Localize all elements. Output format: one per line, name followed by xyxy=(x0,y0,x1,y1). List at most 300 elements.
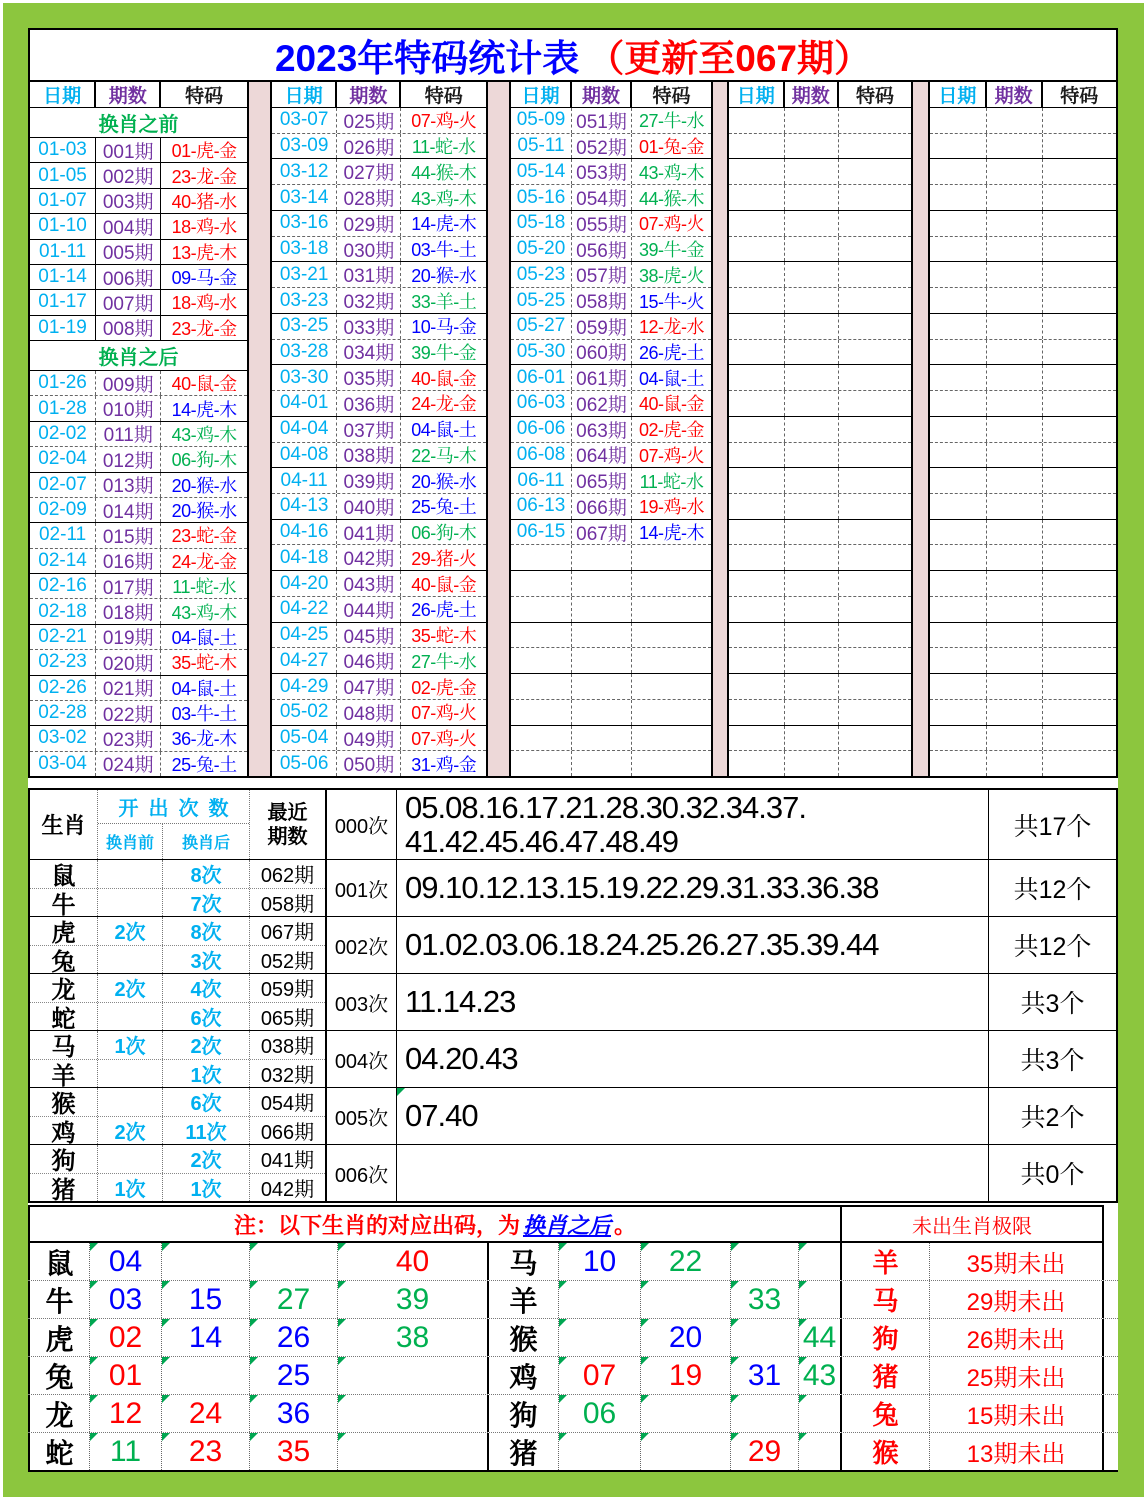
date-cell xyxy=(511,545,572,570)
code-cell xyxy=(839,545,911,570)
date-cell xyxy=(930,648,987,673)
draw-row xyxy=(272,468,486,494)
period-cell: 038期 xyxy=(337,443,401,468)
code-cell xyxy=(632,751,711,776)
empty-row xyxy=(930,468,1116,494)
code-cell: 26-虎-土 xyxy=(638,342,704,363)
before-count-cell xyxy=(98,860,163,888)
date-cell xyxy=(729,623,785,648)
empty-row xyxy=(511,623,711,649)
date-cell: 01-11 xyxy=(30,240,96,264)
draw-row xyxy=(272,597,486,623)
draw-row xyxy=(272,520,486,546)
after-count-cell: 4次 xyxy=(163,974,250,1002)
date-cell xyxy=(930,237,987,262)
code-cell xyxy=(839,700,911,725)
period-cell: 060期 xyxy=(572,340,632,365)
zodiac-cell: 狗 xyxy=(30,1145,98,1173)
code-number-cell xyxy=(162,1357,250,1394)
period-cell xyxy=(987,468,1043,493)
date-cell: 05-09 xyxy=(511,108,572,133)
code-number-cell: 02 xyxy=(90,1319,162,1356)
code-cell: 15-牛-火 xyxy=(638,291,704,312)
draw-row xyxy=(272,211,486,237)
period-cell xyxy=(987,108,1043,133)
after-count-cell: 6次 xyxy=(163,1003,250,1031)
code-cell xyxy=(1043,494,1116,519)
draw-row xyxy=(30,498,247,523)
freq-total-cell: 共0个 xyxy=(988,1145,1116,1201)
empty-row xyxy=(930,571,1116,597)
date-cell xyxy=(729,262,785,287)
period-cell: 033期 xyxy=(337,314,401,339)
draw-row xyxy=(30,265,247,290)
period-cell: 035期 xyxy=(337,365,401,390)
period-cell: 058期 xyxy=(572,288,632,313)
code-header: 特码 xyxy=(1060,86,1099,107)
code-number-cell: 06 xyxy=(559,1395,641,1432)
date-cell xyxy=(511,648,572,673)
before-count-cell xyxy=(98,1003,163,1031)
code-cell: 23-蛇-金 xyxy=(171,526,237,547)
column-headers xyxy=(272,82,486,108)
recent-period-cell: 038期 xyxy=(260,1036,315,1059)
period-cell xyxy=(987,494,1043,519)
code-cell xyxy=(1043,211,1116,236)
limit-zodiac-cell: 马 xyxy=(842,1281,930,1318)
period-cell xyxy=(987,159,1043,184)
period-cell: 013期 xyxy=(96,473,161,497)
section-row: 换肖之后 xyxy=(30,341,247,371)
period-cell: 015期 xyxy=(96,523,161,547)
period-cell: 059期 xyxy=(572,314,632,339)
frequency-table xyxy=(327,790,1116,1201)
code-number-cell: 44 xyxy=(799,1319,842,1356)
draw-row xyxy=(511,134,711,160)
note-prefix: 注：以下生肖的对应出码，为 xyxy=(233,1212,520,1238)
period-cell xyxy=(785,185,840,210)
draw-row xyxy=(30,396,247,421)
date-cell xyxy=(729,391,785,416)
zodiac-cell: 猴 xyxy=(30,1088,98,1116)
date-cell: 04-25 xyxy=(272,623,337,648)
code-number-cell xyxy=(799,1395,842,1432)
date-cell: 02-04 xyxy=(30,447,96,471)
period-cell xyxy=(987,648,1043,673)
code-cell: 04-鼠-土 xyxy=(638,368,704,389)
freq-numbers-cell xyxy=(397,917,988,973)
empty-row xyxy=(930,108,1116,134)
period-cell: 021期 xyxy=(96,676,161,700)
period-cell xyxy=(987,571,1043,596)
period-group-5 xyxy=(928,82,1116,776)
limit-zodiac-cell: 羊 xyxy=(842,1243,930,1280)
period-cell xyxy=(572,674,632,699)
date-cell: 04-22 xyxy=(272,597,337,622)
code-number-cell: 11 xyxy=(90,1433,162,1470)
period-cell: 048期 xyxy=(337,700,401,725)
before-count-cell xyxy=(98,1145,163,1173)
code-cell xyxy=(1043,751,1116,776)
freq-numbers-line: 41.42.45.46.47.48.49 xyxy=(405,823,679,859)
recent-period-cell: 066期 xyxy=(260,1121,315,1144)
code-cell: 04-鼠-土 xyxy=(171,627,237,648)
code-cell xyxy=(1043,314,1116,339)
period-cell: 007期 xyxy=(96,290,161,314)
draw-row xyxy=(272,159,486,185)
draw-row xyxy=(30,422,247,447)
period-cell: 014期 xyxy=(96,498,161,522)
period-cell xyxy=(785,108,840,133)
empty-row xyxy=(930,288,1116,314)
code-cell xyxy=(632,726,711,751)
code-cell xyxy=(839,674,911,699)
group-gap xyxy=(249,82,270,776)
freq-numbers-cell xyxy=(397,1088,988,1144)
period-group-3 xyxy=(509,82,713,776)
code-number-cell: 25 xyxy=(250,1357,338,1394)
zodiac-cell: 鼠 xyxy=(30,860,98,888)
draw-row xyxy=(272,417,486,443)
freq-label-cell: 003次 xyxy=(327,974,397,1030)
after-count-cell: 8次 xyxy=(163,917,250,945)
row-zodiac-cell: 羊 xyxy=(489,1281,559,1318)
period-cell xyxy=(785,443,840,468)
period-cell: 022期 xyxy=(96,701,161,725)
special-code-table xyxy=(28,28,1118,778)
empty-row xyxy=(511,726,711,752)
after-count-cell: 2次 xyxy=(163,1145,250,1173)
date-cell: 03-12 xyxy=(272,159,337,184)
date-cell: 03-07 xyxy=(272,108,337,133)
code-number-cell xyxy=(641,1395,731,1432)
draw-row xyxy=(30,650,247,675)
date-cell xyxy=(930,443,987,468)
date-cell: 02-16 xyxy=(30,574,96,598)
period-cell xyxy=(987,340,1043,365)
period-group-4 xyxy=(727,82,913,776)
empty-row xyxy=(930,520,1116,546)
date-cell: 04-13 xyxy=(272,494,337,519)
code-cell xyxy=(632,700,711,725)
recent-period-cell: 059期 xyxy=(260,979,315,1002)
recent-period-cell: 054期 xyxy=(260,1093,315,1116)
date-cell: 03-30 xyxy=(272,365,337,390)
limit-text-cell: 35期未出 xyxy=(930,1243,1104,1280)
note-emphasis: 换肖之后 xyxy=(522,1212,611,1238)
period-cell xyxy=(987,674,1043,699)
code-number-cell xyxy=(731,1243,799,1280)
code-cell xyxy=(1043,648,1116,673)
code-cell: 02-虎-金 xyxy=(638,420,704,441)
empty-row xyxy=(729,648,911,674)
code-cell xyxy=(839,365,911,390)
row-zodiac-cell: 猴 xyxy=(489,1319,559,1356)
draw-row xyxy=(30,726,247,751)
date-cell xyxy=(930,391,987,416)
code-cell: 14-虎-木 xyxy=(638,523,704,544)
code-cell: 06-狗-木 xyxy=(411,523,477,544)
recent-period-cell: 062期 xyxy=(260,865,315,888)
before-count-cell xyxy=(98,1088,163,1116)
code-number-cell xyxy=(731,1395,799,1432)
code-cell: 14-虎-木 xyxy=(171,399,237,420)
empty-row xyxy=(729,391,911,417)
period-cell xyxy=(785,726,840,751)
freq-label-cell: 006次 xyxy=(327,1145,397,1201)
period-cell xyxy=(987,314,1043,339)
draw-row xyxy=(511,520,711,546)
empty-row xyxy=(729,468,911,494)
draw-row xyxy=(272,443,486,469)
zodiac-cell: 马 xyxy=(30,1031,98,1059)
after-count-cell: 11次 xyxy=(163,1117,250,1145)
code-number-cell: 36 xyxy=(250,1395,338,1432)
empty-row xyxy=(729,134,911,160)
freq-numbers-line: 07.40 xyxy=(405,1098,478,1133)
draw-row xyxy=(30,701,247,726)
period-header: 期数 xyxy=(96,82,161,107)
code-cell: 12-龙-水 xyxy=(638,317,704,338)
period-header: 期数 xyxy=(987,82,1043,107)
empty-row xyxy=(930,623,1116,649)
empty-row xyxy=(729,159,911,185)
code-number-cell xyxy=(338,1433,489,1470)
draw-row xyxy=(511,185,711,211)
date-cell: 03-28 xyxy=(272,340,337,365)
limit-zodiac-cell: 猪 xyxy=(842,1357,930,1394)
code-cell: 44-猴-木 xyxy=(411,162,477,183)
row-zodiac-cell: 虎 xyxy=(28,1319,90,1356)
draw-row xyxy=(272,674,486,700)
period-cell: 008期 xyxy=(96,316,161,340)
code-cell: 38-虎-火 xyxy=(638,265,704,286)
frequency-row xyxy=(327,974,1116,1031)
draw-row xyxy=(272,314,486,340)
draw-row xyxy=(30,752,247,776)
code-cell xyxy=(1043,571,1116,596)
draw-row xyxy=(511,443,711,469)
period-cell xyxy=(785,288,840,313)
period-header: 期数 xyxy=(785,82,840,107)
date-cell: 05-02 xyxy=(272,700,337,725)
code-number-cell: 14 xyxy=(162,1319,250,1356)
code-cell: 29-猪-火 xyxy=(411,548,477,569)
period-cell: 043期 xyxy=(337,571,401,596)
period-cell: 066期 xyxy=(572,494,632,519)
draw-row xyxy=(30,214,247,239)
code-number-cell: 38 xyxy=(338,1319,489,1356)
before-count-cell: 2次 xyxy=(98,974,163,1002)
code-cell: 18-鸡-水 xyxy=(171,217,237,238)
period-cell xyxy=(785,648,840,673)
draw-row xyxy=(30,676,247,701)
code-cell: 39-牛-金 xyxy=(638,240,704,261)
period-cell: 005期 xyxy=(96,240,161,264)
code-cell: 35-蛇-木 xyxy=(411,626,477,647)
date-cell xyxy=(930,211,987,236)
code-cell: 20-猴-水 xyxy=(171,501,237,522)
code-header: 特码 xyxy=(652,86,691,107)
date-cell: 04-20 xyxy=(272,571,337,596)
period-cell xyxy=(785,237,840,262)
date-cell: 04-04 xyxy=(272,417,337,442)
zodiac-cell: 龙 xyxy=(30,974,98,1002)
date-cell xyxy=(729,443,785,468)
code-cell xyxy=(1043,623,1116,648)
date-header: 日期 xyxy=(729,82,785,107)
date-cell: 03-25 xyxy=(272,314,337,339)
date-cell xyxy=(511,597,572,622)
date-cell xyxy=(729,597,785,622)
code-number-cell: 03 xyxy=(90,1281,162,1318)
period-cell xyxy=(785,365,840,390)
draw-row xyxy=(30,290,247,315)
period-cell: 034期 xyxy=(337,340,401,365)
freq-numbers-line: 09.10.12.13.15.19.22.29.31.33.36.38 xyxy=(405,870,879,905)
code-number-cell: 29 xyxy=(731,1433,799,1470)
code-number-cell: 22 xyxy=(641,1243,731,1280)
period-cell: 020期 xyxy=(96,650,161,674)
date-cell: 02-21 xyxy=(30,625,96,649)
period-cell: 027期 xyxy=(337,159,401,184)
code-cell xyxy=(632,674,711,699)
spacer xyxy=(1104,1395,1118,1432)
code-cell: 14-虎-木 xyxy=(411,214,477,235)
spacer xyxy=(1104,1243,1118,1280)
after-count-cell: 1次 xyxy=(163,1174,250,1202)
code-cell: 23-龙-金 xyxy=(171,166,237,187)
code-cell: 07-鸡-火 xyxy=(411,729,477,749)
date-cell xyxy=(930,365,987,390)
period-cell xyxy=(785,391,840,416)
period-cell: 026期 xyxy=(337,134,401,159)
empty-row xyxy=(511,648,711,674)
period-cell: 062期 xyxy=(572,391,632,416)
row-zodiac-cell: 马 xyxy=(489,1243,559,1280)
code-number-cell: 23 xyxy=(162,1433,250,1470)
date-cell: 01-14 xyxy=(30,265,96,289)
date-cell xyxy=(729,134,785,159)
draw-row xyxy=(30,574,247,599)
period-cell: 049期 xyxy=(337,726,401,751)
draw-row xyxy=(272,134,486,160)
code-number-cell xyxy=(162,1243,250,1280)
period-cell xyxy=(572,571,632,596)
freq-numbers-cell xyxy=(397,790,988,859)
draw-row xyxy=(272,391,486,417)
row-zodiac-cell: 鼠 xyxy=(28,1243,90,1280)
after-count-cell: 3次 xyxy=(163,946,250,974)
draw-count-header: 开出次数 xyxy=(98,790,249,824)
code-cell xyxy=(1043,365,1116,390)
period-cell xyxy=(785,700,840,725)
empty-row xyxy=(729,571,911,597)
date-cell xyxy=(930,674,987,699)
freq-label-cell: 002次 xyxy=(327,917,397,973)
code-cell: 02-虎-金 xyxy=(411,677,477,698)
code-cell xyxy=(632,571,711,596)
period-cell: 056期 xyxy=(572,237,632,262)
draw-row xyxy=(272,365,486,391)
date-cell: 04-01 xyxy=(272,391,337,416)
code-cell: 43-鸡-木 xyxy=(638,162,704,183)
code-cell xyxy=(1043,700,1116,725)
freq-label-cell: 005次 xyxy=(327,1088,397,1144)
date-cell: 05-16 xyxy=(511,185,572,210)
code-number-cell xyxy=(559,1281,641,1318)
code-cell xyxy=(839,520,911,545)
code-cell xyxy=(839,211,911,236)
period-cell: 002期 xyxy=(96,163,161,187)
draw-row xyxy=(272,751,486,776)
draw-row xyxy=(30,599,247,624)
period-cell: 042期 xyxy=(337,545,401,570)
date-cell xyxy=(729,185,785,210)
freq-numbers-line: 04.20.43 xyxy=(405,1041,518,1076)
code-cell: 07-鸡-火 xyxy=(638,214,704,235)
empty-row xyxy=(729,494,911,520)
limit-zodiac-cell: 兔 xyxy=(842,1395,930,1432)
period-cell: 023期 xyxy=(96,726,161,750)
note-suffix: 。 xyxy=(614,1212,637,1238)
code-cell: 44-猴-木 xyxy=(638,188,704,209)
after-count-cell: 1次 xyxy=(163,1060,250,1088)
period-cell xyxy=(987,597,1043,622)
page-title xyxy=(30,30,1116,82)
empty-row xyxy=(729,288,911,314)
period-cell: 053期 xyxy=(572,159,632,184)
code-cell xyxy=(839,443,911,468)
column-headers xyxy=(511,82,711,108)
date-cell xyxy=(729,545,785,570)
code-cell: 03-牛-土 xyxy=(411,240,477,261)
period-cell: 004期 xyxy=(96,214,161,238)
draw-row xyxy=(30,138,247,163)
date-cell: 05-06 xyxy=(272,751,337,776)
code-cell: 43-鸡-木 xyxy=(411,188,477,209)
date-cell xyxy=(729,417,785,442)
date-cell xyxy=(729,520,785,545)
code-cell xyxy=(632,648,711,673)
date-cell: 03-04 xyxy=(30,752,96,776)
date-header: 日期 xyxy=(30,82,96,107)
section-row: 换肖之前 xyxy=(30,108,247,138)
date-cell: 03-02 xyxy=(30,726,96,750)
date-cell: 01-28 xyxy=(30,396,96,420)
code-cell: 39-牛-金 xyxy=(411,342,477,363)
code-number-cell: 40 xyxy=(338,1243,489,1280)
date-cell xyxy=(729,237,785,262)
period-cell: 032期 xyxy=(337,288,401,313)
code-cell xyxy=(1043,134,1116,159)
period-cell xyxy=(785,340,840,365)
code-cell: 25-兔-土 xyxy=(171,754,237,775)
recent-period-header xyxy=(250,790,325,859)
empty-row xyxy=(930,443,1116,469)
code-cell: 04-鼠-土 xyxy=(411,420,477,441)
code-cell: 01-虎-金 xyxy=(171,141,237,162)
period-cell xyxy=(987,751,1043,776)
date-cell xyxy=(930,159,987,184)
period-cell xyxy=(785,674,840,699)
code-number-cell xyxy=(641,1433,731,1470)
freq-label-cell: 004次 xyxy=(327,1031,397,1087)
date-cell: 05-30 xyxy=(511,340,572,365)
empty-row xyxy=(930,494,1116,520)
code-number-cell: 43 xyxy=(799,1357,842,1394)
before-change-header: 换肖前 xyxy=(98,824,163,859)
